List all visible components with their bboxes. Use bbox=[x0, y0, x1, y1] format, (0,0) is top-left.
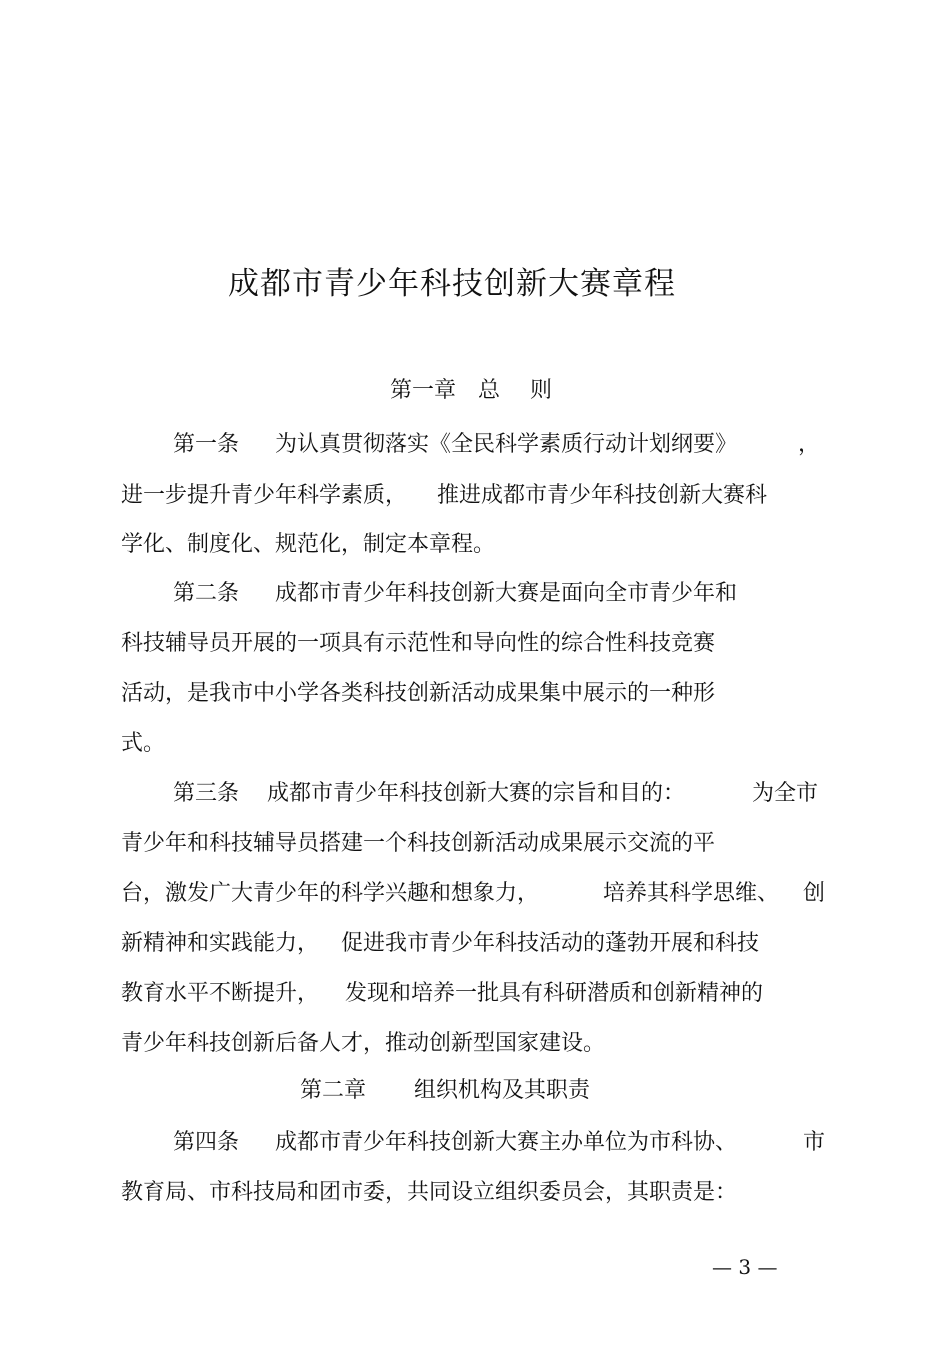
article-1-line-2 bbox=[121, 481, 767, 511]
chapter-1-heading bbox=[390, 376, 552, 406]
article-3-line-3c: 创 bbox=[803, 881, 826, 906]
article-3-line-6: 青少年科技创新后备人才，推动创新型国家建设。 bbox=[121, 1031, 606, 1056]
article-1-line-1 bbox=[173, 430, 737, 460]
article-3-line-3b: 培养其科学思维、 bbox=[603, 881, 780, 906]
article-3-text-right: 为全市 bbox=[752, 781, 819, 806]
chapter-1-label: 第一章 bbox=[390, 378, 457, 403]
article-4-label: 第四条 bbox=[173, 1130, 240, 1155]
chapter-2-label: 第二章 bbox=[300, 1078, 367, 1103]
article-4-text-right: 市 bbox=[803, 1130, 826, 1155]
article-2-line-1 bbox=[173, 579, 737, 609]
document-title: 成都市青少年科技创新大赛章程 bbox=[228, 266, 676, 302]
chapter-2-heading bbox=[300, 1076, 590, 1106]
article-2-line-2: 科技辅导员开展的一项具有示范性和导向性的综合性科技竞赛 bbox=[121, 631, 716, 656]
article-4-line-2: 教育局、市科技局和团市委，共同设立组织委员会，其职责是： bbox=[121, 1180, 738, 1205]
article-3-line-5 bbox=[121, 979, 763, 1009]
article-1-label: 第一条 bbox=[173, 432, 240, 457]
article-2-line-4: 式。 bbox=[121, 731, 166, 756]
article-3-line-1 bbox=[173, 779, 685, 809]
article-3-line-3a: 台，激发广大青少年的科学兴趣和想象力， bbox=[121, 881, 540, 906]
article-4-line-1 bbox=[173, 1128, 737, 1158]
article-4-text: 成都市青少年科技创新大赛主办单位为市科协、 bbox=[275, 1130, 738, 1155]
article-3-line-2: 青少年和科技辅导员搭建一个科技创新活动成果展示交流的平 bbox=[121, 831, 716, 856]
article-2-line-3: 活动，是我市中小学各类科技创新活动成果集中展示的一种形 bbox=[121, 681, 716, 706]
chapter-1-part-b: 则 bbox=[530, 378, 553, 403]
article-3-text: 发现和培养一批具有科研潜质和创新精神的 bbox=[345, 981, 764, 1006]
article-1-line-3: 学化、制度化、规范化，制定本章程。 bbox=[121, 532, 496, 557]
article-3-text: 促进我市青少年科技活动的蓬勃开展和科技 bbox=[341, 931, 760, 956]
chapter-1-part-a: 总 bbox=[478, 378, 501, 403]
article-3-text: 成都市青少年科技创新大赛的宗旨和目的： bbox=[267, 781, 686, 806]
article-3-label: 第三条 bbox=[173, 781, 240, 806]
article-1-comma: ， bbox=[798, 432, 821, 457]
article-3-text: 教育水平不断提升， bbox=[121, 981, 320, 1006]
article-2-label: 第二条 bbox=[173, 581, 240, 606]
article-1-text: 推进成都市青少年科技创新大赛科 bbox=[437, 483, 768, 508]
article-1-text: 进一步提升青少年科学素质， bbox=[121, 483, 408, 508]
chapter-2-name: 组织机构及其职责 bbox=[414, 1078, 591, 1103]
article-1-text: 为认真贯彻落实《全民科学素质行动计划纲要》 bbox=[275, 432, 738, 457]
article-3-line-4 bbox=[121, 929, 759, 959]
page-number: — 3 — bbox=[712, 1255, 778, 1279]
article-3-text: 新精神和实践能力， bbox=[121, 931, 320, 956]
article-2-text: 成都市青少年科技创新大赛是面向全市青少年和 bbox=[275, 581, 738, 606]
